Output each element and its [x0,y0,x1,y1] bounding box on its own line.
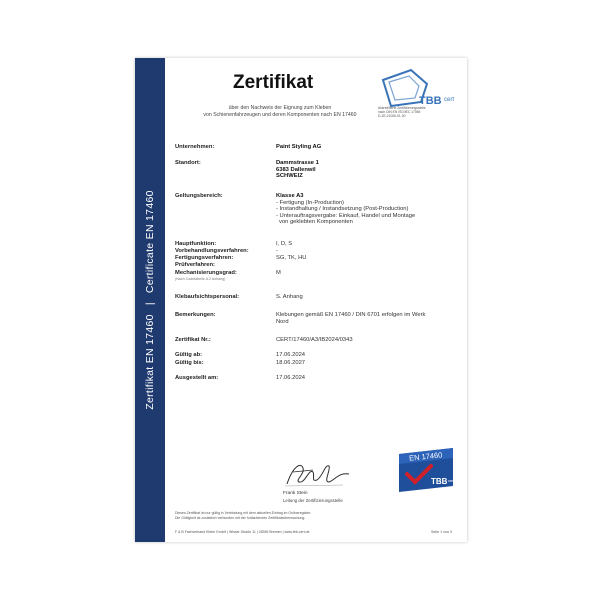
subtitle-line-1: über den Nachweis der Eignung zum Kleben [228,105,332,111]
seal-standard: EN 17460 [408,450,443,463]
scope-value [276,193,461,226]
issued-label: Ausgestellt am: [175,375,219,381]
certificate-number-value: CERT/17460/A3/IB2024/0343 [276,337,353,343]
pretreatment-value: - [276,248,278,254]
page-title: Zertifikat [233,72,314,93]
logo-caption-line-1: Akkreditierte Zertifizierungsstelle [378,106,426,110]
side-band [135,58,165,542]
logo-caption [378,106,463,119]
certificate-page [135,58,467,542]
signatory-role: Leitung der Zertifizierungsstelle [283,498,343,503]
scope-item-1: - Fertigung (In-Production) [276,199,344,206]
production-label: Fertigungsverfahren: [175,255,234,261]
seal-suffix: cert [448,478,455,483]
logo-caption-line-2: nach DIN EN ISO/IEC 17065 [378,110,421,115]
staff-label: Klebaufsichtspersonal: [175,294,240,300]
valid-from-label: Gültig ab: [175,352,203,358]
remarks-value [276,312,461,325]
remarks-line-2: Nord [276,318,289,325]
band-title-en: Certificate EN 17460 [144,190,156,294]
mechanization-value: M [276,270,281,276]
logo-caption-line-3: D-ZE-21006-01-00 [378,114,406,119]
mechanization-note: (Nach Codetabelle A.2 Anhang) [175,276,226,281]
location-label: Standort: [175,160,201,166]
testing-label: Prüfverfahren: [175,262,215,268]
scope-item-4: von geklebten Komponenten [279,219,353,226]
valid-to-value: 18.06.2027 [276,360,306,366]
scope-label: Geltungsbereich: [175,193,223,199]
production-value: SG, TK, HU [276,255,307,261]
footer-note [175,511,460,520]
location-line-3: SCHWEIZ [276,173,303,180]
logo-brand: TBB [419,95,442,107]
band-separator: | [144,302,156,306]
remarks-line-1: Klebungen gemäß EN 17460 / DIN 6701 erfolgen im Werk [276,312,426,318]
scope-item-2: - Instandhaltung / Instandsetzung (Post-Production) [276,206,409,213]
scope-class: Klasse A3 [276,193,304,199]
company-label: Unternehmen: [175,144,215,150]
page-number: Seite 1 von 3 [431,530,452,534]
valid-to-label: Gültig bis: [175,360,204,366]
logo-suffix: cert [444,97,455,103]
subtitle-line-2: von Schienenfahrzeugen und deren Komponenten nach EN 17460 [203,112,357,118]
en17460-seal-icon [393,444,459,500]
location-value [276,160,461,180]
valid-from-value: 17.06.2024 [276,352,306,358]
certificate-number-label: Zertifikat Nr.: [175,337,211,343]
scope-item-3: - Unterauftragsvergabe: Einkauf, Handel und Montage [276,212,416,219]
seal-brand: TBB [431,477,448,486]
location-line-1: Dammstrasse 1 [276,160,319,166]
location-line-2: 6383 Dallenwil [276,166,316,173]
band-title-de: Zertifikat EN 17460 [144,314,156,410]
remarks-label: Bemerkungen: [175,312,216,318]
side-band-text [144,190,156,410]
pretreatment-label: Vorbehandlungsverfahren: [175,248,249,254]
issued-value: 17.06.2024 [276,375,306,381]
footer-company: F & B Fachverband Klebe GmbH | Wisser Straße 11 | 28359 Bremen | www.tbb-cert.de [175,530,310,534]
mechanization-label-text: Mechanisierungsgrad: [175,270,237,276]
footer-note-line-2: Die Gültigkeit ist zusätzlich verbunden mit der fortlaufenden Zertifikatsüberwachung. [175,515,306,520]
company-value: Paint Styling AG [276,144,322,150]
mechanization-label [175,270,267,282]
main-function-value: I, D, S [276,241,293,247]
signatory-name: Frank Stein [283,491,308,496]
footer-note-line-1: Dieses Zertifikat ist nur gültig in Verbindung mit dem aktuellen Eintrag im Onlineregister. [175,511,311,515]
page-subtitle [175,105,385,119]
main-function-label: Hauptfunktion: [175,241,217,247]
signature-icon [283,458,353,492]
staff-value: S. Anhang [276,294,303,300]
